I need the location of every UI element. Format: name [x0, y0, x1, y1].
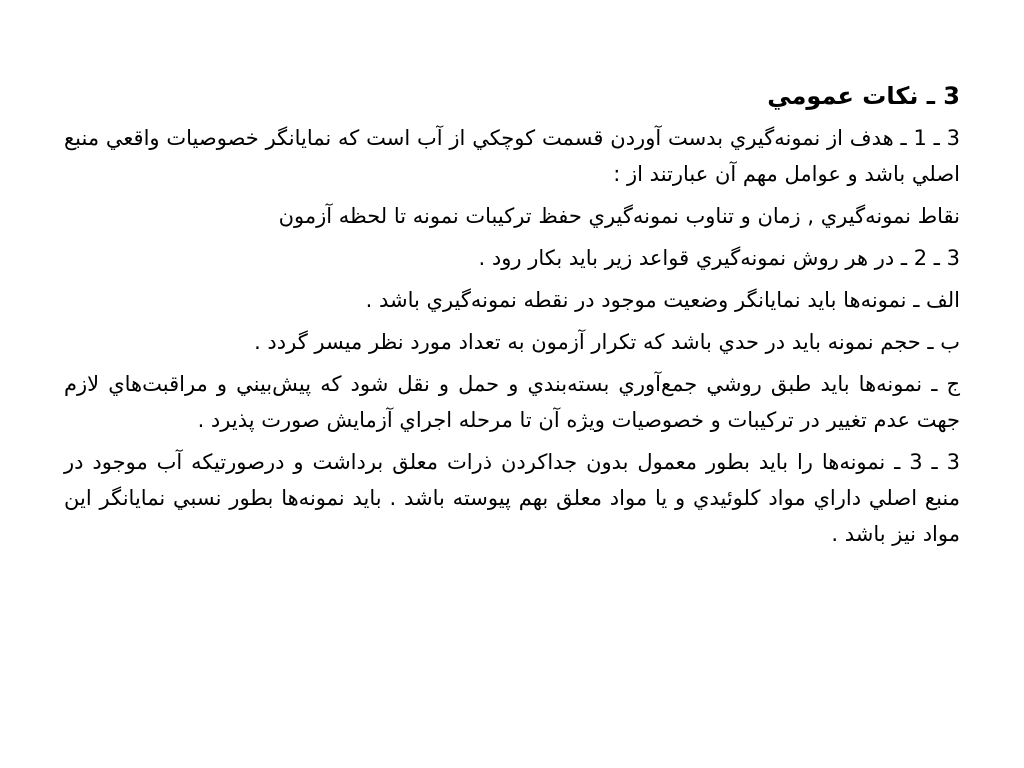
slide-body	[64, 78, 960, 558]
paragraph-3-2: 3 ـ 2 ـ در هر روش نمونه‌گيري قواعد زير بايد بكار رود .	[478, 246, 960, 270]
section-heading: 3 ـ نكات عمومي	[767, 82, 960, 110]
paragraph-be: ب ـ حجم نمونه بايد در حدي باشد كه تكرار آزمون به تعداد مورد نظر ميسر گردد .	[254, 330, 960, 354]
paragraph-alef: الف ـ نمونه‌ها بايد نمايانگر وضعيت موجود در نقطه نمونه‌گيري باشد .	[365, 288, 960, 312]
paragraph-jim: ج ـ نمونه‌ها بايد طبق روشي جمع‌آوري بسته‌بندي و حمل و نقل شود كه پيش‌بيني و مراقبت‌هاي لازم جهت عدم تغيير در تركيبات و خصوصيات ويژه آن تا مرحله اجراي آزمايش صورت پذيرد .	[64, 372, 960, 432]
paragraph-3-3: 3 ـ 3 ـ نمونه‌ها را بايد بطور معمول بدون جداكردن ذرات معلق برداشت و درصورتيكه آب موجود در منبع اصلي داراي مواد كلوئيدي و يا مواد معلق بهم پيوسته باشد . بايد نمونه‌ها بطور نسبي نمايانگر اين مواد نيز باشد .	[64, 450, 960, 546]
paragraph-sampling-factors: نقاط نمونه‌گيري , زمان و تناوب نمونه‌گيري حفظ تركيبات نمونه تا لحظه آزمون	[278, 204, 960, 228]
paragraph-3-1: 3 ـ 1 ـ هدف از نمونه‌گيري بدست آوردن قسمت كوچكي از آب است كه نمايانگر خصوصيات واقعي منبع اصلي باشد و عوامل مهم آن عبارتند از :	[64, 126, 960, 186]
